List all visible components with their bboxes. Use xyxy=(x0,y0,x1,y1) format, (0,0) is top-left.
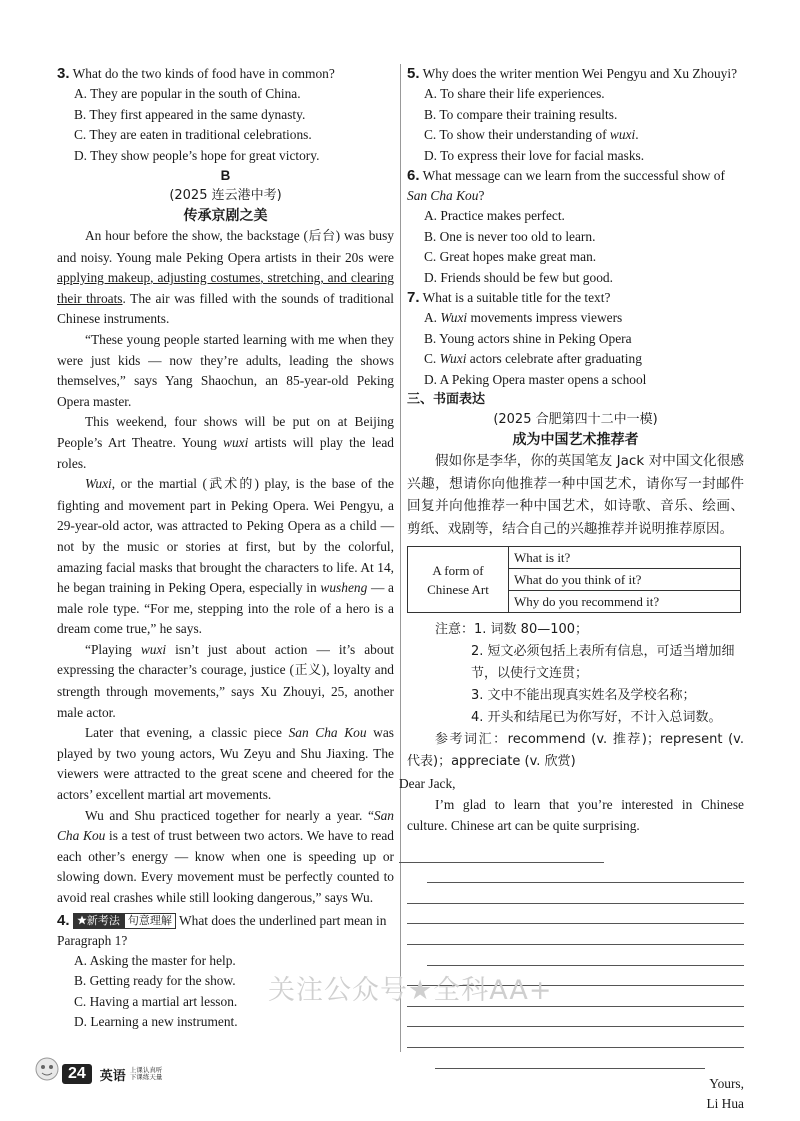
q4-option-d[interactable]: D. Learning a new instrument. xyxy=(74,1014,238,1030)
writing-prompt: 假如你是李华，你的英国笔友 Jack 对中国文化很感兴趣，想请你向他推荐一种中国艺术，请你写一封邮件回复并向他推荐一种中国艺术，如诗歌、音乐、绘画、剪纸、戏剧等，结合自己的兴趣推荐并说明推荐原因。 xyxy=(407,453,744,537)
table-row: Why do you recommend it? xyxy=(509,591,741,613)
paragraph-4: Wuxi, or the martial (武术的) play, is the base of the fighting and movement part in Peking Opera. Wei Pengyu, a 29-year-old actor, was attracted to Peking Opera as a child — not by the music or stories at first, but by the colorful, amazing facial masks that brought the characters to life. At 14, he began training in Peking Opera, especially in wusheng — a male role type. “For me, stepping into the role of a hero is a dream come true,” he says. xyxy=(57,476,394,637)
answer-area[interactable] xyxy=(407,842,744,1069)
column-divider xyxy=(400,64,401,1052)
mascot-badge-icon xyxy=(34,1054,64,1082)
section-b-source: (2025 连云港中考) xyxy=(169,188,282,203)
answer-line[interactable] xyxy=(407,883,744,904)
note-2: 2. 短文必须包括上表所有信息，可适当增加细节，以使行文连贯； xyxy=(471,644,735,681)
q3-option-b[interactable]: B. They first appeared in the same dynasty. xyxy=(74,106,306,122)
sentence-meaning-tag: 句意理解 xyxy=(124,913,176,929)
writing-notes xyxy=(407,619,744,729)
table-left-cell: A form of Chinese Art xyxy=(408,547,509,613)
new-method-tag: 新考法 xyxy=(73,913,124,929)
paragraph-1: An hour before the show, the backstage (后台) was busy and noisy. Young male Peking Opera artists in their 20s were applying makeup, adjusting costumes, stretching, and clearing their throats. The air was filled with the sounds of traditional Chinese instruments. xyxy=(57,228,394,327)
writing-heading: 三、书面表达 xyxy=(407,392,486,407)
writing-requirements-table xyxy=(407,546,741,613)
underlined-part: applying makeup xyxy=(57,270,151,286)
q7-option-b[interactable]: B. Young actors shine in Peking Opera xyxy=(424,330,632,346)
q5-option-b[interactable]: B. To compare their training results. xyxy=(424,106,618,122)
answer-line[interactable] xyxy=(427,863,744,884)
page-number: 24 xyxy=(62,1064,92,1084)
right-column xyxy=(399,64,744,1114)
answer-line[interactable] xyxy=(427,945,744,966)
paragraph-7: Wu and Shu practiced together for nearly a year. “San Cha Kou is a test of trust between two actors. We have to read each other’s energy — know when one is speeding up or slowing down. Every movement must be perfectly counted to avoid real crashes while still looking dangerous,” says Wu. xyxy=(57,807,395,905)
q5-option-a[interactable]: A. To share their life experiences. xyxy=(424,86,605,101)
q3-option-d[interactable]: D. They show people’s hope for great victory. xyxy=(74,147,320,163)
section-b-heading: B xyxy=(220,168,231,183)
question-3: 3. What do the two kinds of food have in common? xyxy=(57,65,335,82)
table-row: What is it? xyxy=(509,547,741,569)
note-4: 4. 开头和结尾已为你写好，不计入总词数。 xyxy=(471,710,722,725)
q5-option-d[interactable]: D. To express their love for facial masks. xyxy=(424,147,645,163)
vocab-hints: 参考词汇：recommend (v. 推荐)；represent (v. 代表)；appreciate (v. 欣赏) xyxy=(407,732,744,769)
q7-option-c[interactable]: C. Wuxi actors celebrate after graduating xyxy=(424,351,642,366)
paragraph-6: Later that evening, a classic piece San Cha Kou was played by two young actors, Wu Zeyu and Shu Jiaxing. The viewers were attracted to the great scene and cheered for the actors’ excellent martial art movements. xyxy=(57,725,394,803)
paragraph-3: This weekend, four shows will be put on at Beijing People’s Art Theatre. Young wuxi artists will play the lead roles. xyxy=(57,414,394,471)
watermark: 关注公众号★全科AA+ xyxy=(268,975,553,1006)
star-icon xyxy=(77,915,87,925)
answer-line[interactable] xyxy=(407,1007,744,1028)
letter-opening: I’m glad to learn that you’re interested in Chinese culture. Chinese art can be quite surprising. xyxy=(407,797,744,833)
q6-option-d[interactable]: D. Friends should be few but good. xyxy=(424,269,613,285)
q7-option-a[interactable]: A. Wuxi movements impress viewers xyxy=(424,310,623,325)
table-row: What do you think of it? xyxy=(509,569,741,591)
page-footer xyxy=(36,1062,170,1086)
section-b-title: 传承京剧之美 xyxy=(183,208,268,224)
q7-option-d[interactable]: D. A Peking Opera master opens a school xyxy=(424,371,647,387)
question-4: 4. 新考法 句意理解 What does the underlined part mean in Paragraph 1? xyxy=(57,911,387,948)
q6-option-a[interactable]: A. Practice makes perfect. xyxy=(424,208,565,223)
answer-line[interactable] xyxy=(407,924,744,945)
q4-option-c[interactable]: C. Having a martial art lesson. xyxy=(74,993,238,1009)
question-7: 7. What is a suitable title for the text? xyxy=(407,289,611,306)
left-column xyxy=(57,64,394,1033)
note-3: 3. 文中不能出现真实姓名及学校名称； xyxy=(471,688,696,703)
paragraph-5: “Playing wuxi isn’t just about action — it’s about expressing the character’s courage, justice (正义), loyalty and strength through movements,” says Xu Zhouyi, 25, another male actor. xyxy=(57,641,394,720)
question-6: 6. What message can we learn from the successful show of San Cha Kou? xyxy=(407,167,725,203)
q4-option-a[interactable]: A. Asking the master for help. xyxy=(74,952,236,968)
q4-option-b[interactable]: B. Getting ready for the show. xyxy=(74,973,236,989)
question-5: 5. Why does the writer mention Wei Pengyu and Xu Zhouyi? xyxy=(407,65,738,82)
q6-option-c[interactable]: C. Great hopes make great man. xyxy=(424,249,597,264)
q3-option-c[interactable]: C. They are eaten in traditional celebrations. xyxy=(74,127,312,142)
note-1: 注意：1. 词数 80—100； xyxy=(435,622,589,637)
q6-option-b[interactable]: B. One is never too old to learn. xyxy=(424,228,596,244)
q5-option-c[interactable]: C. To show their understanding of wuxi. xyxy=(424,127,639,142)
answer-line[interactable] xyxy=(435,1048,705,1069)
paragraph-2: “These young people started learning with me when they were just kids — now they’re adults, leading the shows themselves,” says Yang Shaochun, an 85-year-old Peking Opera master. xyxy=(57,331,394,409)
q3-option-a[interactable]: A. They are popular in the south of China. xyxy=(74,86,301,101)
letter-greeting: Dear Jack, xyxy=(399,776,456,791)
subject-label: 英语 xyxy=(99,1068,126,1084)
letter-closing: Yours, xyxy=(709,1075,744,1091)
letter-signature: Li Hua xyxy=(706,1095,744,1111)
answer-line[interactable] xyxy=(399,842,604,863)
footer-motto: 上课认真听 下课练天量 xyxy=(129,1066,163,1081)
writing-source: (2025 合肥第四十二中一模) xyxy=(493,412,658,427)
answer-line[interactable] xyxy=(407,904,744,925)
answer-line[interactable] xyxy=(407,1027,744,1048)
writing-title: 成为中国艺术推荐者 xyxy=(512,432,639,448)
